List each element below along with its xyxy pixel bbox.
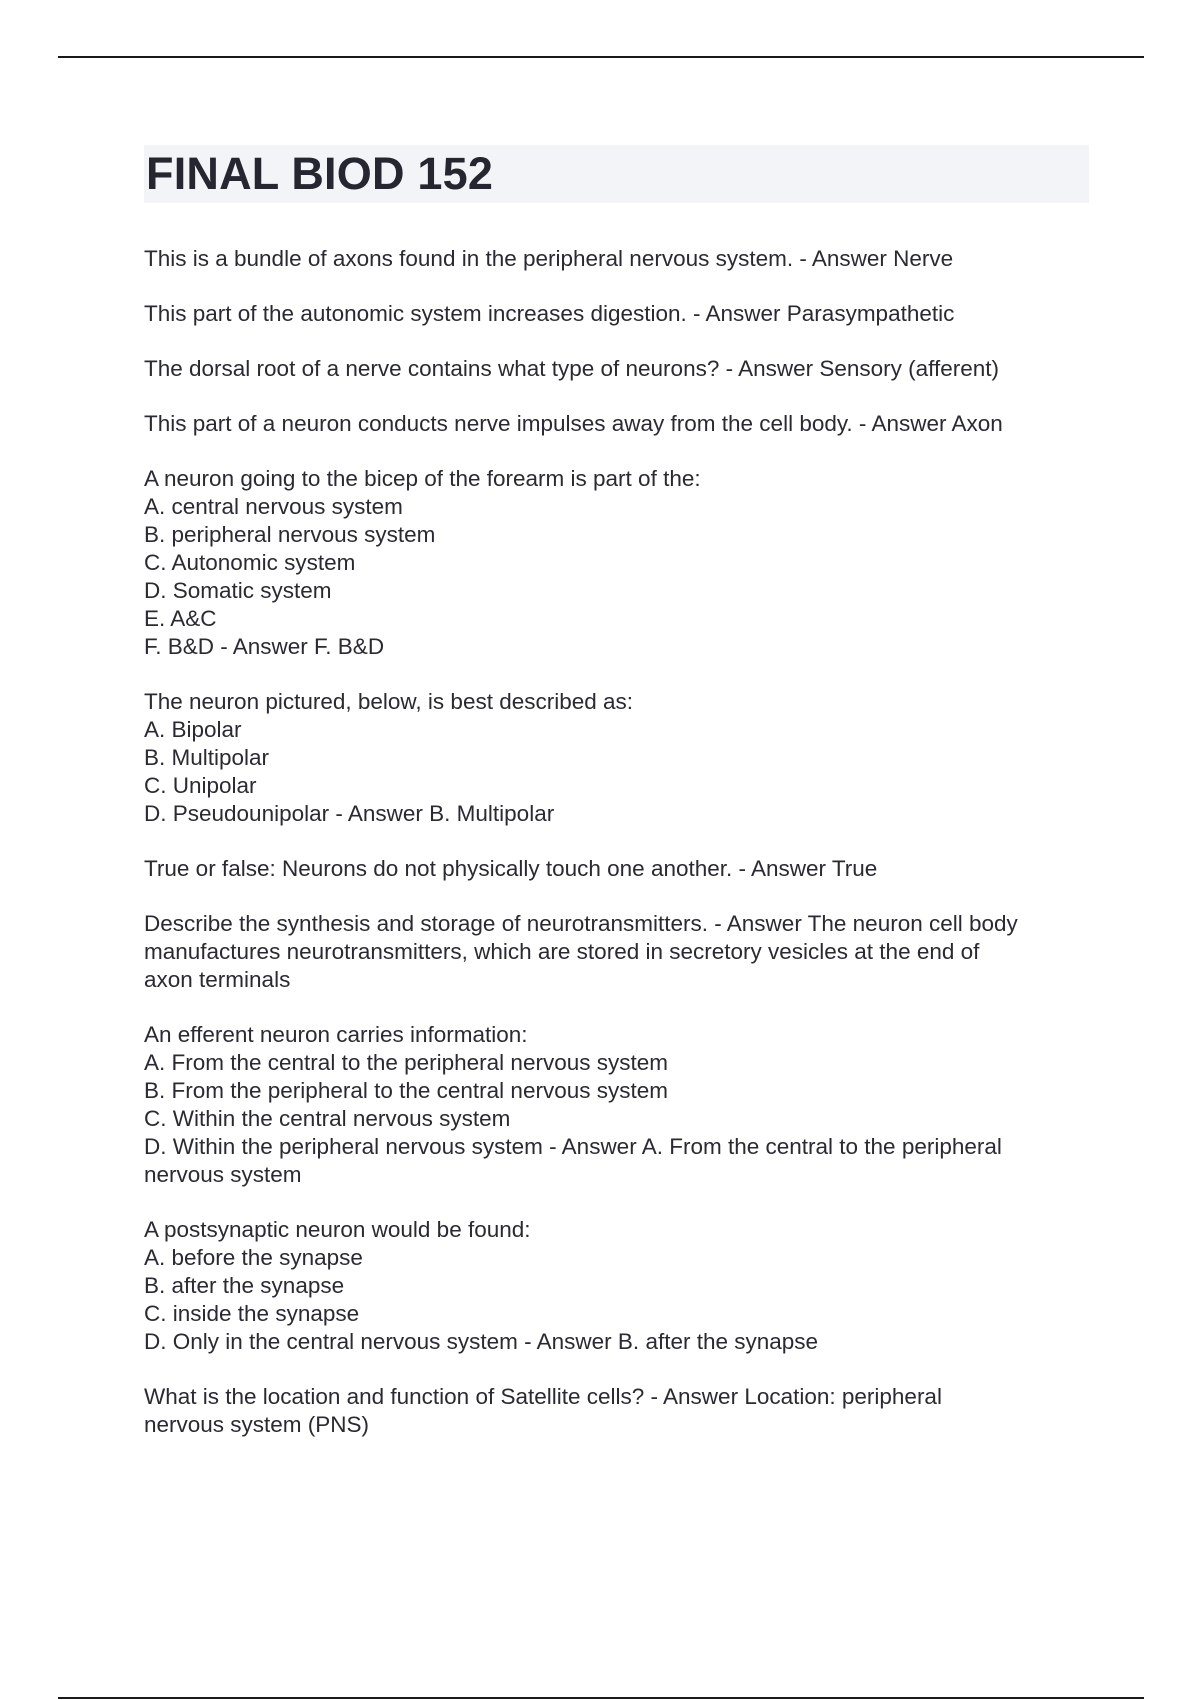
qa-item [144,245,1089,273]
qa-option: B. after the synapse [144,1273,345,1298]
title-band [144,145,1089,203]
qa-option: A. Bipolar [144,717,242,742]
qa-line: True or false: Neurons do not physically touch one another. - Answer True [144,856,878,881]
top-divider [58,56,1144,58]
bottom-divider [58,1697,1144,1699]
qa-option: B. From the peripheral to the central nervous system [144,1078,668,1103]
qa-line: nervous system [144,1162,302,1187]
qa-option: A. From the central to the peripheral nervous system [144,1050,668,1075]
qa-question: A postsynaptic neuron would be found: [144,1217,531,1242]
qa-option: C. inside the synapse [144,1301,360,1326]
qa-line: This part of the autonomic system increases digestion. - Answer Parasympathetic [144,301,955,326]
qa-item [144,465,1089,661]
qa-item [144,355,1089,383]
qa-line: nervous system (PNS) [144,1412,370,1437]
qa-option: A. central nervous system [144,494,403,519]
qa-option: D. Somatic system [144,578,332,603]
qa-option: D. Only in the central nervous system - Answer B. after the synapse [144,1329,819,1354]
qa-line: manufactures neurotransmitters, which are stored in secretory vesicles at the end of [144,939,980,964]
qa-option: B. Multipolar [144,745,270,770]
qa-line: This is a bundle of axons found in the peripheral nervous system. - Answer Nerve [144,246,954,271]
qa-item [144,1216,1089,1356]
qa-line: What is the location and function of Satellite cells? - Answer Location: peripheral [144,1384,942,1409]
qa-item [144,300,1089,328]
qa-line: The dorsal root of a nerve contains what type of neurons? - Answer Sensory (afferent) [144,356,1000,381]
qa-line: axon terminals [144,967,291,992]
qa-line: This part of a neuron conducts nerve impulses away from the cell body. - Answer Axon [144,411,1003,436]
qa-item [144,688,1089,828]
qa-question: The neuron pictured, below, is best described as: [144,689,634,714]
qa-item [144,855,1089,883]
qa-option: C. Autonomic system [144,550,356,575]
qa-option: F. B&D - Answer F. B&D [144,634,385,659]
qa-question: A neuron going to the bicep of the forearm is part of the: [144,466,701,491]
qa-option: B. peripheral nervous system [144,522,436,547]
qa-item [144,910,1089,994]
qa-option: D. Pseudounipolar - Answer B. Multipolar [144,801,555,826]
qa-option: E. A&C [144,606,217,631]
qa-item [144,410,1089,438]
document-body [144,145,1089,1466]
qa-item [144,1383,1089,1439]
qa-option: C. Unipolar [144,773,257,798]
qa-question: An efferent neuron carries information: [144,1022,528,1047]
qa-option: A. before the synapse [144,1245,363,1270]
page-title: FINAL BIOD 152 [146,148,494,199]
qa-option: C. Within the central nervous system [144,1106,511,1131]
qa-option: D. Within the peripheral nervous system - Answer A. From the central to the peripheral [144,1134,1002,1159]
qa-line: Describe the synthesis and storage of neurotransmitters. - Answer The neuron cell body [144,911,1018,936]
qa-item [144,1021,1089,1189]
